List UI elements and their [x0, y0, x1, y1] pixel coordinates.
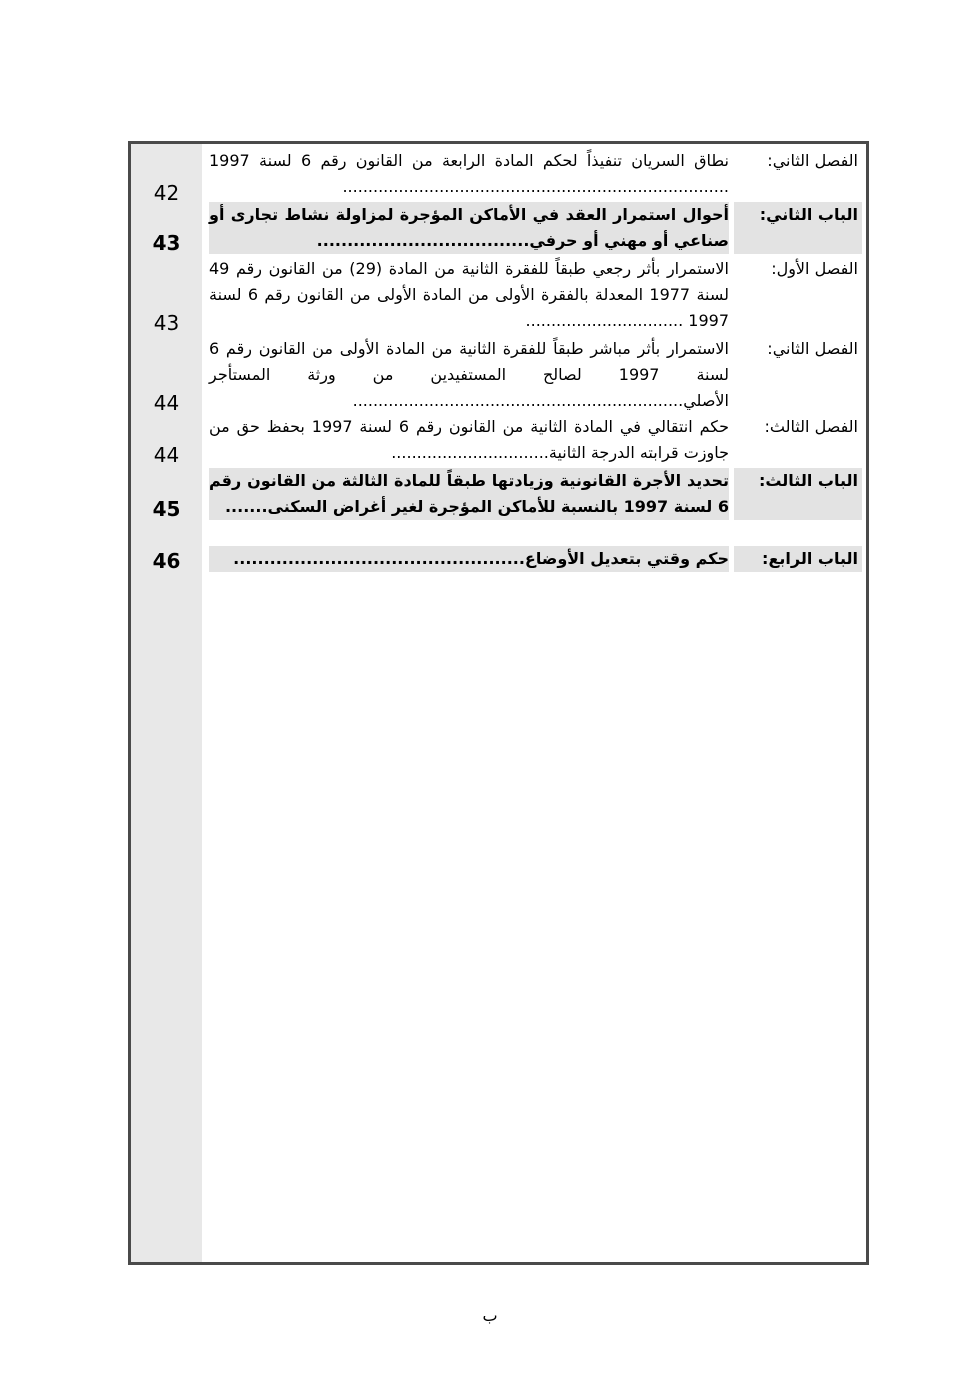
entry-text: نطاق السريان تنفيذاً لحكم المادة الرابعة من القانون رقم 6 لسنة 1997 ............................................................................ — [209, 151, 730, 196]
entry-page-number: 42 — [153, 181, 180, 205]
entry-label: الباب الرابع: — [734, 546, 862, 572]
entry-page-number: 46 — [152, 549, 181, 573]
entry-label: الفصل الثاني: — [767, 151, 858, 170]
entry-text: أحوال استمرار العقد في الأماكن المؤجرة لمزاولة نشاط تجارى أو صناعي أو مهني أو حرفي................................... — [209, 202, 729, 254]
entry-label: الباب الثاني: — [734, 202, 862, 254]
entry-page-number: 43 — [152, 231, 181, 255]
entry-label: الفصل الثاني: — [767, 339, 858, 358]
entry-text: الاستمرار بأثر مباشر طبقاً للفقرة الثانية من المادة الأولى من القانون رقم 6 لسنة 1997 لصالح المستفيدين من ورثة المستأجر الأصلي................................................................. — [209, 339, 729, 410]
entry-text: الاستمرار بأثر رجعي طبقاً للفقرة الثانية من المادة (29) من القانون رقم 49 لسنة 1977 المعدلة بالفقرة الأولى من المادة الأولى من القانون رقم 6 لسنة 1997 ............................... — [209, 259, 729, 330]
entry-label: الفصل الثالث: — [764, 417, 858, 436]
entry-page-number: 43 — [153, 311, 180, 335]
entry-page-number: 44 — [153, 391, 180, 415]
entry-page-number: 45 — [152, 497, 181, 521]
entry-text: حكم وقتي بتعديل الأوضاع................................................ — [209, 546, 729, 572]
page-footer-letter: ب — [482, 1306, 498, 1325]
toc-frame — [128, 141, 869, 1265]
entry-page-number: 44 — [153, 443, 180, 467]
entry-text: تحديد الأجرة القانونية وزيادتها طبقاً للمادة الثالثة من القانون رقم 6 لسنة 1997 بالنسبة للأماكن المؤجرة لغير أغراض السكنى....... — [209, 468, 729, 520]
entry-text: حكم انتقالي في المادة الثانية من القانون رقم 6 لسنة 1997 بحفظ حق من جاوزت قرابته الدرجة الثانية............................... — [209, 417, 729, 462]
entry-label: الباب الثالث: — [734, 468, 862, 520]
entry-label: الفصل الأول: — [771, 259, 858, 278]
